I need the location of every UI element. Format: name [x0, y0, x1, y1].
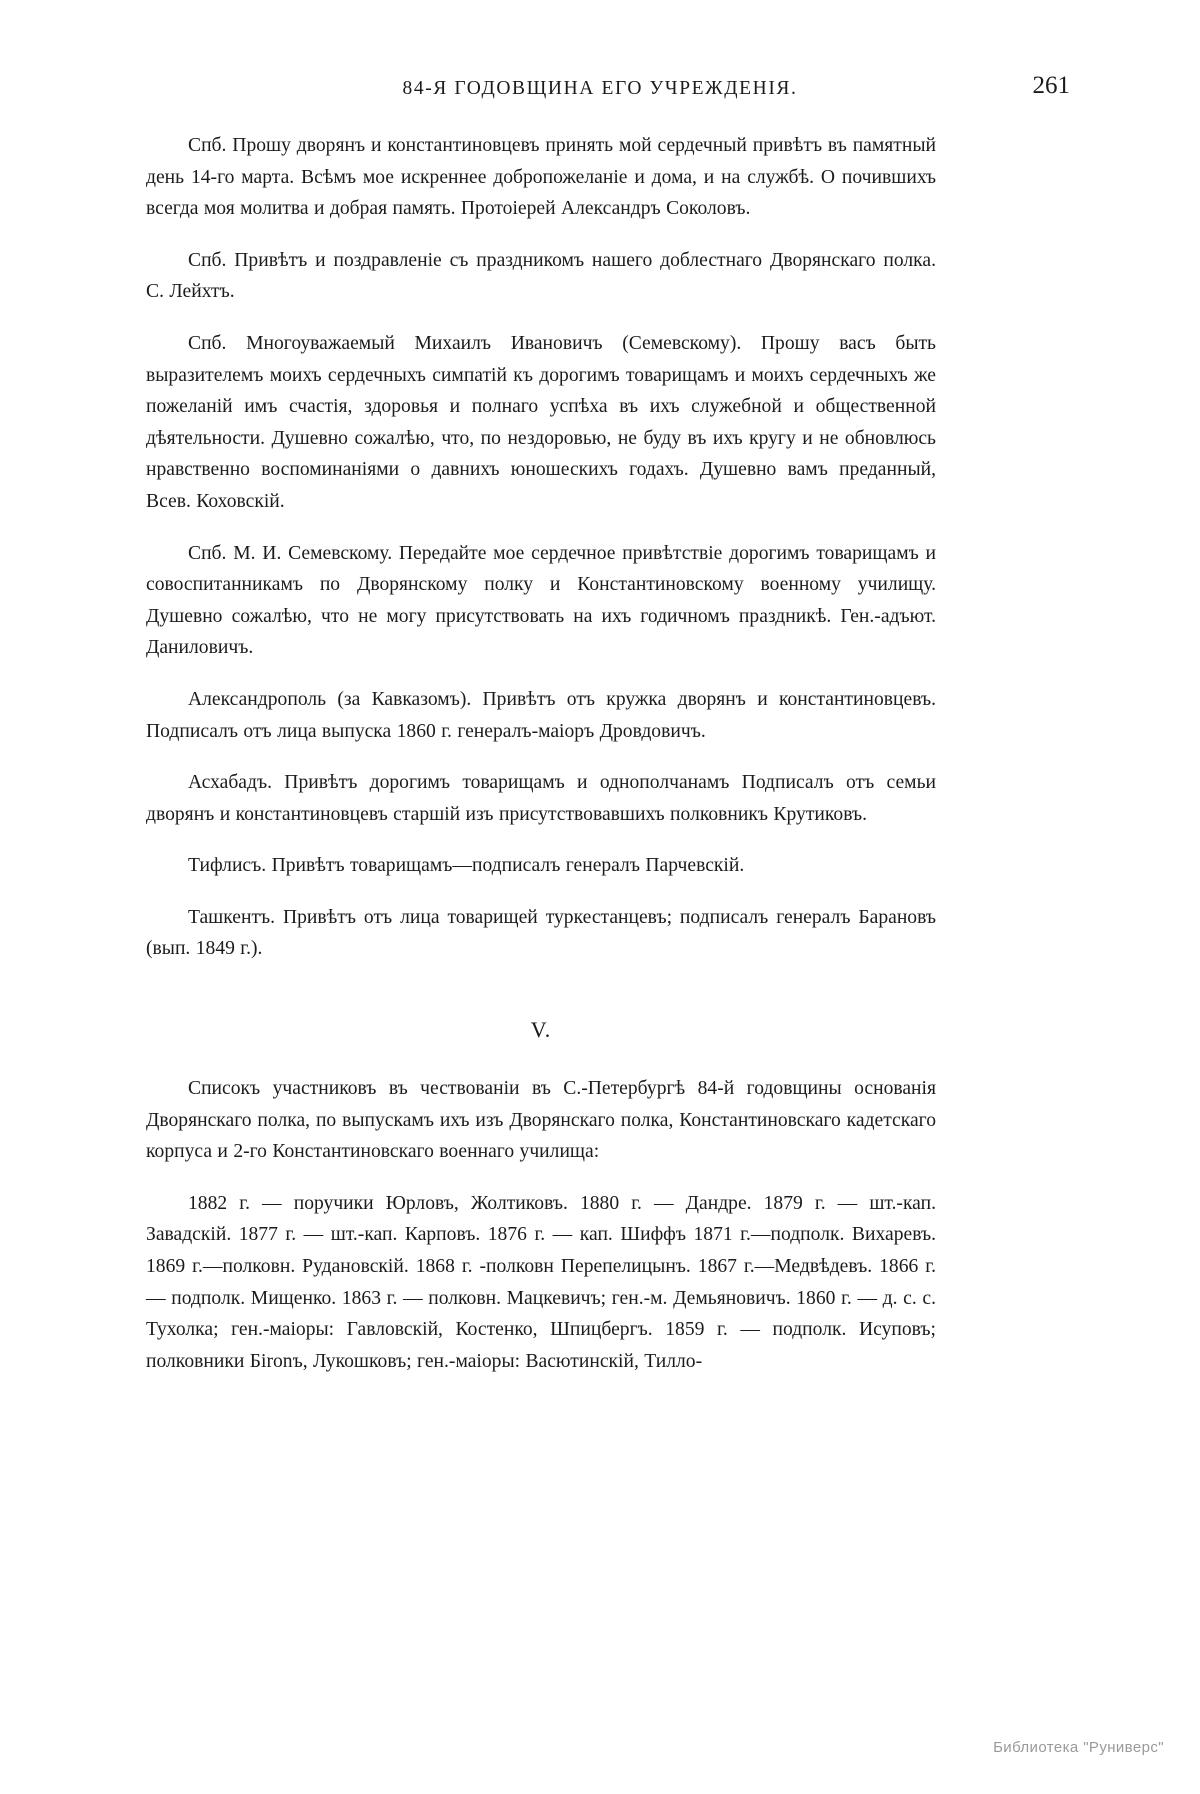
telegram-paragraph: Спб. Многоуважаемый Михаилъ Ивановичъ (Семевскому). Прошу васъ быть выразителемъ моихъ сердечныхъ симпатій къ дорогимъ товарищамъ и моихъ сердечныхъ же пожеланій имъ счастія, здоровья и полнаго успѣха въ ихъ служебной и общественной дѣятельности. Душевно сожалѣю, что, по нездоровью, не буду въ ихъ кругу и не обновлюсь нравственно воспоминаніями о давнихъ юношескихъ годахъ. Душевно вамъ преданный, Всев. Коховскій. [146, 332, 936, 512]
telegram-paragraph: Спб. Прошу дворянъ и константиновцевъ принять мой сердечный привѣтъ въ памятный день 14-го марта. Всѣмъ мое искреннее добропожеланіе и дома, и на службѣ. О почившихъ всегда моя молитва и добрая память. Протоіерей Александръ Соколовъ. [146, 135, 936, 220]
telegram-paragraph: Тифлисъ. Привѣтъ товарищамъ—подписалъ генералъ Парчевскій. [188, 855, 745, 877]
page-number: 261 [1032, 72, 1070, 99]
section-numeral: V. [530, 1017, 552, 1043]
telegram-paragraph: Асхабадъ. Привѣтъ дорогимъ товарищамъ и однополчанамъ Подписалъ отъ семьи дворянъ и константиновцевъ старшій изъ присутствовавшихъ полковникъ Крутиковъ. [146, 772, 936, 825]
section-intro-paragraph: Списокъ участниковъ въ чествованіи въ С.-Петербургѣ 84-й годовщины основанія Дворянскаго полка, по выпускамъ ихъ изъ Дворянскаго полка, Константиновскаго кадетскаго корпуса и 2-го Константиновскаго военнаго училища: [146, 1078, 936, 1163]
graduates-list [146, 1188, 936, 1378]
graduates-list-text: 1882 г. — поручики Юрловъ, Жолтиковъ. 1880 г. — Дандре. 1879 г. — шт.-кап. Завадскій. 1877 г. — шт.-кап. Карповъ. 1876 г. — кап. Шиффъ 1871 г.—подполк. Вихаревъ. 1869 г.—полковн. Рудановскій. 1868 г. -полковн Перепелицынъ. 1867 г.—Медвѣдевъ. 1866 г. — подполк. Мищенко. 1863 г. — полковн. Мацкевичъ; ген.-м. Демьяновичъ. 1860 г. — д. с. с. Тухолка; ген.-маіоры: Гавловскій, Костенко, Шпицбергъ. 1859 г. — подполк. Исуповъ; полковники Бironъ, Лукошковъ; ген.-маіоры: Васютинскій, Тилло- [146, 1192, 936, 1372]
telegram-paragraph: Ташкентъ. Привѣтъ отъ лица товарищей туркестанцевъ; подписалъ генералъ Барановъ (вып. 1849 г.). [146, 906, 936, 960]
telegram-paragraph: Спб. Привѣтъ и поздравленіе съ праздникомъ нашего доблестнаго Дворянскаго полка. С. Лейхтъ. [146, 249, 936, 303]
running-title: 84-Я ГОДОВЩИНА ЕГО УЧРЕЖДЕНІЯ. [402, 78, 798, 99]
telegram-paragraph: Спб. М. И. Семевскому. Передайте мое сердечное привѣтствіе дорогимъ товарищамъ и совоспитанникамъ по Дворянскому полку и Константиновскому военному училищу. Душевно сожалѣю, что не могу присутствовать на ихъ годичномъ праздникѣ. Ген.-адъют. Даниловичъ. [146, 542, 936, 659]
page-header [130, 72, 1070, 100]
telegram-paragraph: Александрополь (за Кавказомъ). Привѣтъ отъ кружка дворянъ и константиновцевъ. Подписалъ отъ лица выпуска 1860 г. генералъ-маіоръ Дровдовичъ. [146, 688, 936, 742]
library-watermark: Библиотека "Руниверс" [993, 1739, 1164, 1756]
page-body [146, 130, 936, 1377]
